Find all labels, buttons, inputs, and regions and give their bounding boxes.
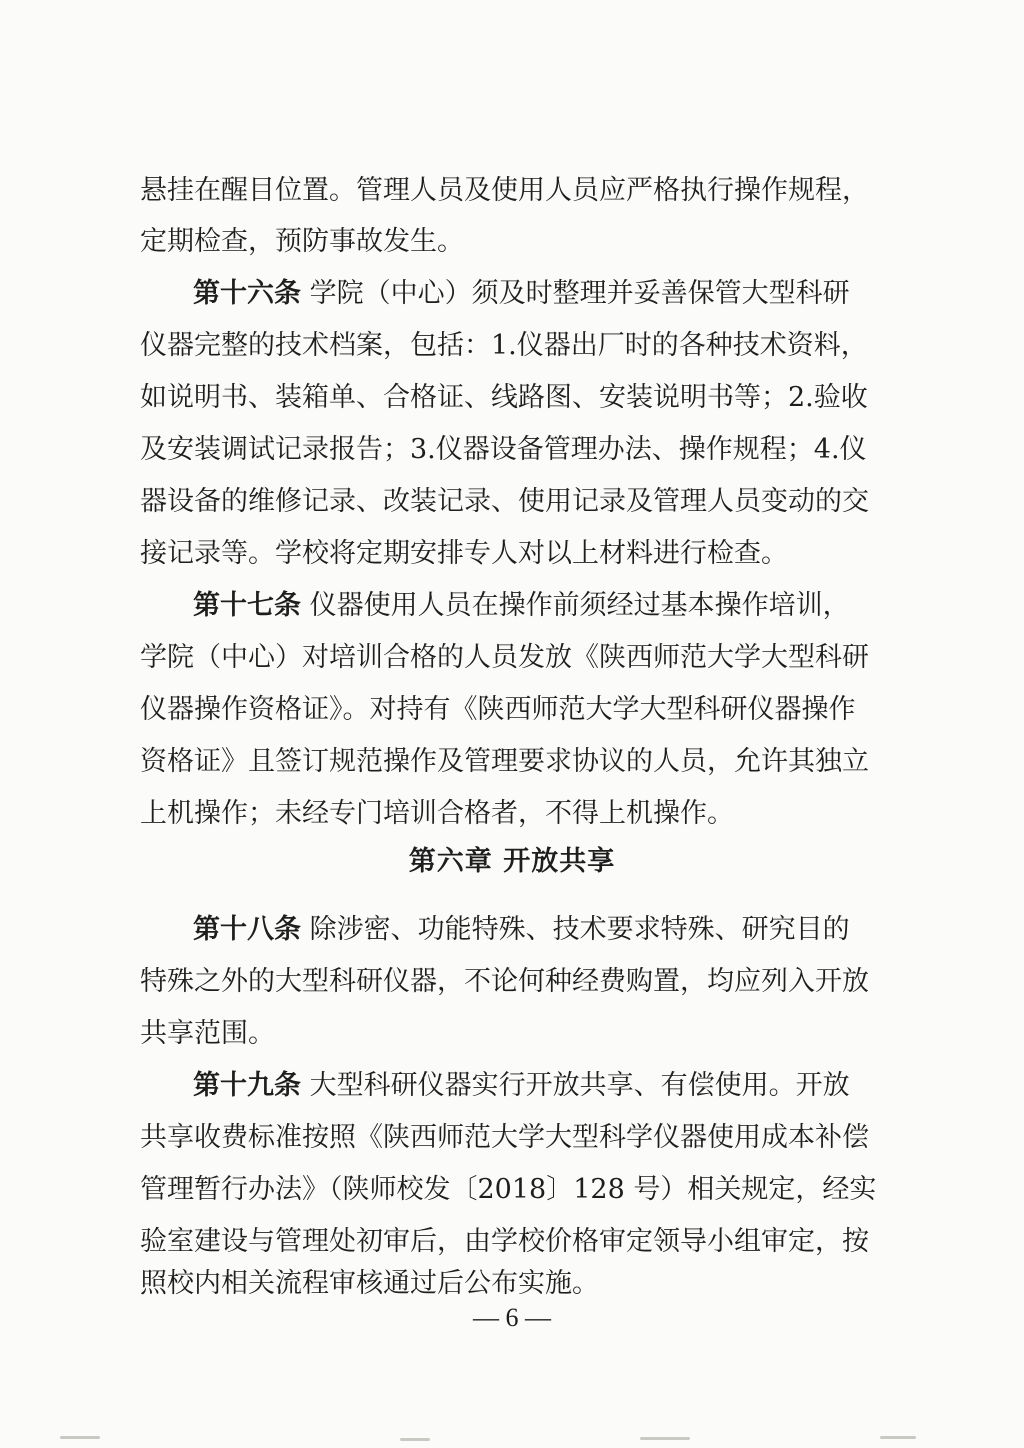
- line-text: 共享收费标准按照《陕西师范大学大型科学仪器使用成本补偿: [140, 1122, 869, 1153]
- line-text: 仪器操作资格证》。对持有《陕西师范大学大型科研仪器操作: [140, 694, 856, 725]
- body-line: [0, 326, 1024, 366]
- body-line: [0, 690, 1024, 730]
- body-line: [0, 222, 1024, 262]
- line-text: 大型科研仪器实行开放共享、有偿使用。开放: [301, 1070, 850, 1101]
- line-text: 照校内相关流程审核通过后公布实施。: [140, 1268, 599, 1299]
- line-text: 仪器使用人员在操作前须经过基本操作培训，: [301, 590, 850, 621]
- chapter-heading: 第六章 开放共享: [408, 846, 616, 877]
- line-text: 器设备的维修记录、改装记录、使用记录及管理人员变动的交: [140, 486, 869, 517]
- body-line: [0, 794, 1024, 834]
- article-16-first-line: [0, 274, 1024, 314]
- scan-artifact: [60, 1436, 100, 1439]
- line-text: 接记录等。学校将定期安排专人对以上材料进行检查。: [140, 538, 788, 569]
- scan-artifact: [880, 1436, 916, 1439]
- body-line: [0, 1170, 1024, 1210]
- article-17-first-line: [0, 586, 1024, 626]
- body-line: [0, 171, 1024, 211]
- article-18-first-line: [0, 910, 1024, 950]
- body-line: [0, 1118, 1024, 1158]
- body-line: [0, 1014, 1024, 1054]
- scan-artifact: [640, 1437, 690, 1440]
- line-text: 如说明书、装箱单、合格证、线路图、安装说明书等；2.验收: [140, 382, 868, 413]
- line-text: 管理暂行办法》（陕师校发〔2018〕128 号）相关规定，经实: [140, 1174, 877, 1205]
- article-19-label: 第十九条: [193, 1070, 301, 1101]
- line-text: 定期检查，预防事故发生。: [140, 226, 464, 257]
- body-line: [0, 534, 1024, 574]
- article-18-label: 第十八条: [193, 914, 301, 945]
- line-text: 验室建设与管理处初审后，由学校价格审定领导小组审定，按: [140, 1226, 869, 1257]
- line-text: 共享范围。: [140, 1018, 275, 1049]
- line-text: 学院（中心）须及时整理并妥善保管大型科研: [301, 278, 850, 309]
- line-text: 上机操作；未经专门培训合格者，不得上机操作。: [140, 798, 734, 829]
- body-line: [0, 742, 1024, 782]
- line-text: 学院（中心）对培训合格的人员发放《陕西师范大学大型科研: [140, 642, 869, 673]
- article-16-label: 第十六条: [193, 278, 301, 309]
- scan-artifact: [400, 1438, 430, 1441]
- body-line: [0, 962, 1024, 1002]
- body-line: [0, 378, 1024, 418]
- line-text: 除涉密、功能特殊、技术要求特殊、研究目的: [301, 914, 850, 945]
- page-number: — 6 —: [473, 1303, 551, 1332]
- line-text: 及安装调试记录报告；3.仪器设备管理办法、操作规程；4.仪: [140, 434, 867, 465]
- body-line: [0, 430, 1024, 470]
- line-text: 仪器完整的技术档案，包括：1.仪器出厂时的各种技术资料，: [140, 330, 868, 361]
- line-text: 悬挂在醒目位置。管理人员及使用人员应严格执行操作规程，: [140, 175, 869, 206]
- body-line: [0, 482, 1024, 522]
- line-text: 资格证》且签订规范操作及管理要求协议的人员，允许其独立: [140, 746, 869, 777]
- line-text: 特殊之外的大型科研仪器，不论何种经费购置，均应列入开放: [140, 966, 869, 997]
- article-17-label: 第十七条: [193, 590, 301, 621]
- body-line: [0, 638, 1024, 678]
- body-line: [0, 1222, 1024, 1262]
- article-19-first-line: [0, 1066, 1024, 1106]
